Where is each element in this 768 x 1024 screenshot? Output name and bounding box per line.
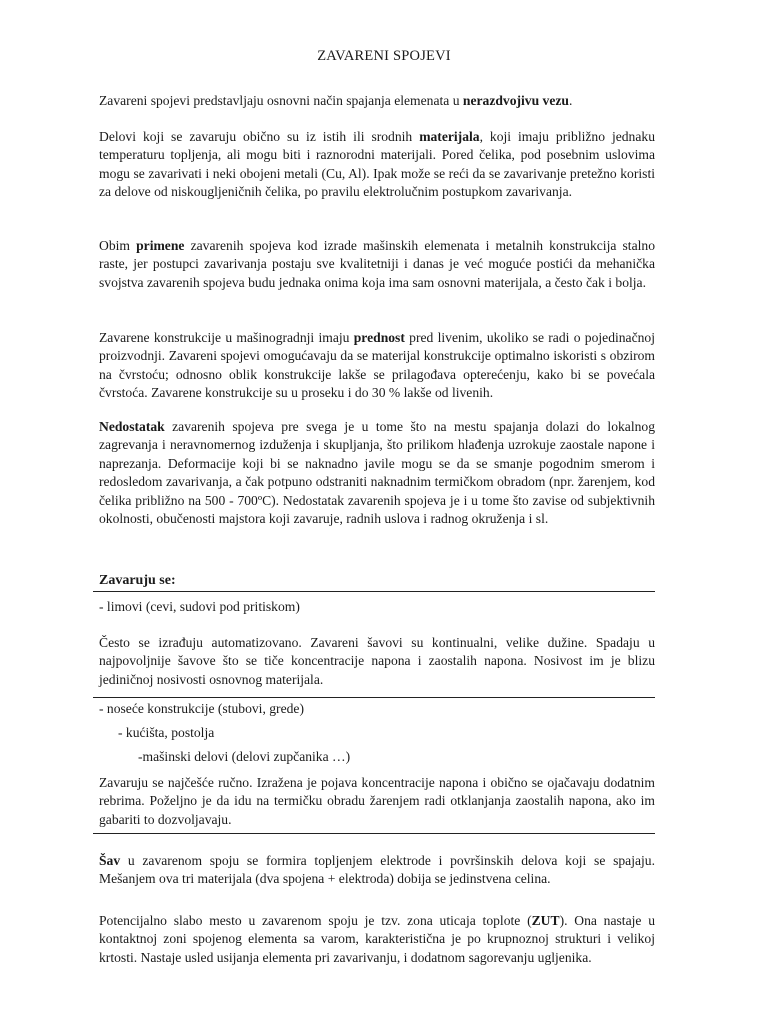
divider-line xyxy=(93,591,655,592)
section-heading: Zavaruju se: xyxy=(99,573,176,588)
paragraph-text: ). Ona nastaje u kontaktnoj zoni spojenog elementa sa varom, karakteristična je po krupnoznoj strukturi i velikoj krtosti. Nastaje usled usijanja elementa pri zavarivanju, i dodatnom sagorevanju ugljenika. xyxy=(99,913,655,965)
paragraph-seam xyxy=(99,852,655,889)
paragraph-materials xyxy=(99,128,655,202)
paragraph-intro xyxy=(99,92,655,110)
list-item: - limovi (cevi, sudovi pod pritiskom) xyxy=(99,599,300,614)
item-description: Zavaruju se najčešće ručno. Izražena je pojava koncentracije napona i obično se ojačavaju dodatnim rebrima. Poželjno je da idu na termičku obradu žarenjem radi otklanjanja zaostalih napona, ako im gabariti to dozvoljavaju. xyxy=(99,775,655,827)
paragraph-text: Obim xyxy=(99,238,137,253)
list-item: - noseće konstrukcije (stubovi, grede) xyxy=(99,701,304,716)
paragraph-disadvantage xyxy=(99,418,655,528)
bold-term: Nedostatak xyxy=(99,419,165,434)
paragraph-text: , koji imaju približno jednaku temperaturu topljenja, ali mogu biti i raznorodni materijali. Pored čelika, pod posebnim uslovima mogu se zavarivati i neki obojeni metali (Cu, Al). Ipak može se reći da se zavarivanje pretežno koristi za delove od niskougljeničnih čelika, po pravilu elektrolučnim postupkom zavarivanja. xyxy=(99,129,655,200)
paragraph-text: . xyxy=(569,93,573,108)
bold-term: ZUT xyxy=(531,913,560,928)
bold-term: Šav xyxy=(99,853,121,868)
paragraph-advantage xyxy=(99,329,655,403)
bold-term: nerazdvojivu vezu xyxy=(462,93,569,108)
paragraph-text: Potencijalno slabo mesto u zavarenom spoju je tzv. zona uticaja toplote ( xyxy=(99,913,532,928)
bold-term: prednost xyxy=(353,330,405,345)
paragraph-text: u zavarenom spoju se formira topljenjem elektrode i površinskih delova koji se spajaju. Mešanjem ova tri materijala (dva spojena + elektroda) dobija se jedinstvena celina. xyxy=(99,853,655,887)
paragraph-heat-zone xyxy=(99,912,655,967)
item-description: Često se izrađuju automatizovano. Zavareni šavovi su kontinualni, velike dužine. Spadaju u najpovoljnije šavove što se tiče koncentracije napona i zaostalih napona. Nosivost im je blizu jediničnoj nosivosti osnovnog materijala. xyxy=(99,635,655,687)
paragraph-text: zavarenih spojeva kod izrade mašinskih elemenata i metalnih konstrukcija stalno raste, jer postupci zavarivanja postaju sve kvalitetniji i danas je već moguće postići da mehanička svojstva zavarenih spojeva budu jednaka onima koja ima sam osnovni materijala, a često čak i bolja. xyxy=(99,238,655,290)
bold-term: materijala xyxy=(419,129,480,144)
paragraph-application xyxy=(99,237,655,292)
paragraph-text: zavarenih spojeva pre svega je u tome što na mestu spajanja dolazi do lokalnog zagrevanja i neravnomernog izduženja i skupljanja, što prilikom hlađenja uzrokuje zaostale napone i naprezanja. Deformacije koji bi se naknadno javile mogu se da se smanje pogodnim smerom i redosledom zavarivanja, a čak potpuno odstraniti naknadnim termičkom obradom (npr. žarenjem, kod čelika približno na 500 - 700ºC). Nedostatak zavarenih spojeva je i u tome što zavise od subjektivnih okolnosti, obučenosti majstora koji zavaruje, radnih uslova i radnog okruženja i sl. xyxy=(99,419,655,527)
list-item: - kućišta, postolja xyxy=(118,725,215,740)
page-title: ZAVARENI SPOJEVI xyxy=(317,48,451,64)
divider-line xyxy=(93,697,655,698)
paragraph-text: pred livenim, ukoliko se radi o pojedinačnoj proizvodnji. Zavareni spojevi omogućavaju da se materijal konstrukcije optimalno iskoristi s obzirom na čvrstoću; odnosno oblik konstrukcije lakše se prilagođava opterećenju, kako bi se povećala čvrstoća. Zavarene konstrukcije su u proseku i do 30 % lakše od livenih. xyxy=(99,330,655,401)
paragraph-text: Zavareni spojevi predstavljaju osnovni način spajanja elemenata u xyxy=(99,93,463,108)
paragraph-text: Zavarene konstrukcije u mašinogradnji imaju xyxy=(99,330,354,345)
paragraph-text: Delovi koji se zavaruju obično su iz istih ili srodnih xyxy=(99,129,420,144)
list-item: -mašinski delovi (delovi zupčanika …) xyxy=(138,749,351,764)
bold-term: primene xyxy=(136,238,185,253)
divider-line xyxy=(93,833,655,834)
